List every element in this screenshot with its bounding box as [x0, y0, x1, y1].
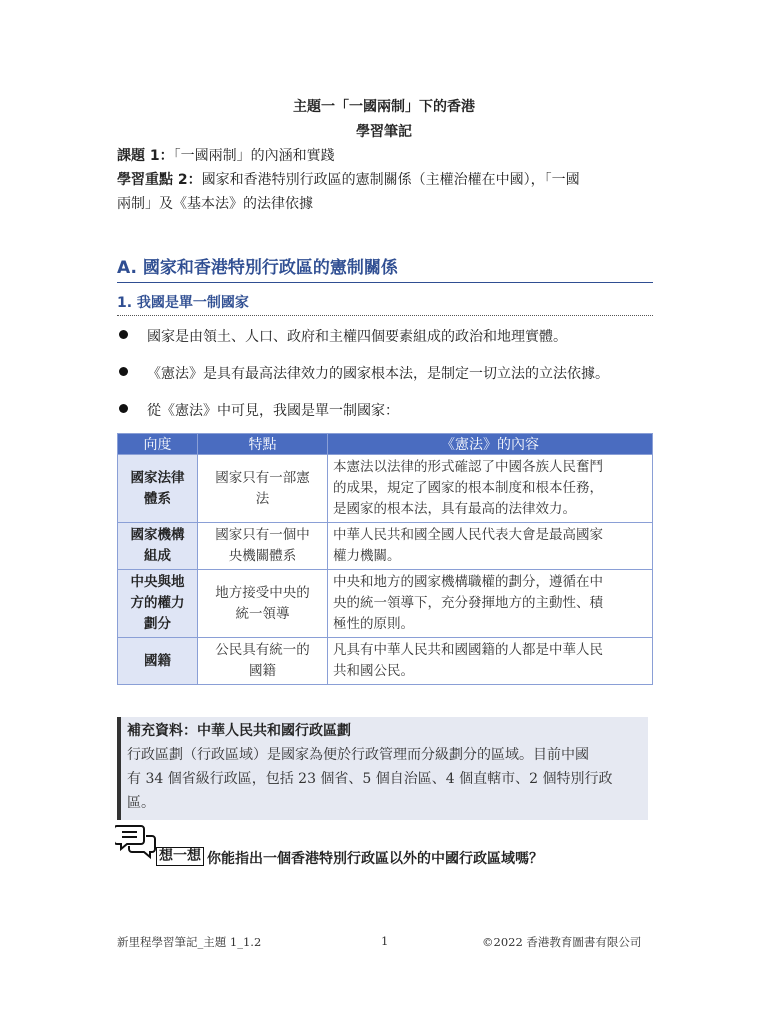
cell-line: 中央與地 [130, 574, 185, 590]
content-cell [328, 523, 653, 570]
cell-line: 公民具有統一的 [215, 642, 310, 658]
feature-cell [198, 455, 328, 523]
speech-bubbles-icon [115, 822, 157, 864]
supplementary-line: 有 34 個省級行政區，包括 23 個省、5 個自治區、4 個直轄市、2 個特別行政 [127, 771, 613, 787]
content-cell [328, 570, 653, 638]
cell-line: 共和國公民。 [333, 663, 414, 679]
cell-line: 是國家的根本法，具有最高的法律效力。 [333, 501, 576, 517]
bullet-dot-icon [119, 330, 128, 339]
aspect-cell [118, 570, 198, 638]
content-cell [328, 638, 653, 685]
column-header-aspect: 向度 [118, 434, 198, 455]
bullet-text: 從《憲法》中可見，我國是單一制國家： [147, 403, 399, 419]
column-header-feature: 特點 [198, 434, 328, 455]
cell-line: 地方接受中央的 [215, 584, 310, 601]
supplementary-heading: 補充資料：中華人民共和國行政區劃 [127, 723, 351, 739]
focus-text-line1: 國家和香港特別行政區的憲制關係（主權治權在中國），「一國 [201, 172, 580, 188]
bullet-dot-icon [119, 367, 128, 376]
cell-line: 中央和地方的國家機構職權的劃分，遵循在中 [333, 574, 603, 590]
feature-cell [198, 570, 328, 638]
cell-line: 本憲法以法律的形式確認了中國各族人民奮鬥 [333, 459, 603, 475]
supplementary-line: 區。 [127, 795, 155, 811]
cell-line: 國籍 [144, 652, 171, 669]
document-subtitle: 學習筆記 [356, 124, 412, 140]
focus-text-line2: 兩制」及《基本法》的法律依據 [117, 196, 313, 212]
cell-line: 法 [255, 490, 270, 507]
feature-cell [198, 638, 328, 685]
cell-line: 中華人民共和國全國人民代表大會是最高國家 [333, 527, 603, 543]
cell-line: 統一領導 [235, 605, 290, 622]
cell-line: 極性的原則。 [333, 616, 414, 632]
unitary-state-table [117, 433, 653, 685]
focus-label: 學習重點 2： [117, 172, 202, 188]
feature-cell [198, 523, 328, 570]
footer-left: 新里程學習筆記_主題 1_1.2 [117, 935, 262, 949]
supplementary-info-box [117, 717, 648, 820]
cell-line: 權力機關。 [333, 548, 401, 564]
focus-line-2 [117, 192, 657, 216]
think-question: 你能指出一個香港特別行政區以外的中國行政區域嗎？ [207, 851, 543, 867]
cell-line: 國家機構 [130, 527, 185, 543]
table-row [118, 638, 653, 685]
cell-line: 劃分 [144, 616, 171, 632]
cell-line: 國籍 [249, 663, 276, 679]
aspect-cell [118, 523, 198, 570]
aspect-cell [118, 638, 198, 685]
table-header-row [118, 434, 653, 455]
table-row [118, 523, 653, 570]
cell-line: 央機關體系 [228, 548, 297, 564]
supplementary-line: 行政區劃（行政區域）是國家為便於行政管理而分級劃分的區域。目前中國 [127, 747, 589, 763]
content-cell [328, 455, 653, 523]
bullet-dot-icon [119, 404, 128, 413]
table-row [118, 570, 653, 638]
think-prompt [115, 822, 675, 867]
topic-label: 課題 1： [117, 148, 174, 164]
cell-line: 國家只有一個中 [215, 527, 310, 543]
topic-line [117, 144, 657, 168]
cell-line: 國家只有一部憲 [215, 469, 310, 486]
section-a-heading: A. 國家和香港特別行政區的憲制關係 [117, 253, 653, 283]
focus-line [117, 168, 657, 192]
aspect-cell [118, 455, 198, 523]
document-title: 主題一「一國兩制」下的香港 [293, 99, 475, 115]
cell-line: 的成果，規定了國家的根本制度和根本任務， [333, 480, 603, 496]
bullet-text: 《憲法》是具有最高法律效力的國家根本法，是制定一切立法的立法依據。 [147, 366, 609, 382]
cell-line: 組成 [144, 548, 171, 564]
footer-copyright: ©2022 香港教育圖書有限公司 [482, 935, 642, 949]
column-header-content: 《憲法》的內容 [328, 434, 653, 455]
table-row [118, 455, 653, 523]
page-number: 1 [381, 934, 389, 948]
bullet-text: 國家是由領土、人口、政府和主權四個要素組成的政治和地理實體。 [147, 329, 567, 345]
cell-line: 凡具有中華人民共和國國籍的人都是中華人民 [333, 642, 603, 658]
section-1-heading: 1. 我國是單一制國家 [117, 292, 653, 316]
topic-text: 「一國兩制」的內涵和實踐 [173, 148, 335, 164]
cell-line: 國家法律 [130, 469, 185, 486]
cell-line: 方的權力 [130, 595, 185, 611]
think-tag: 想一想 [156, 847, 204, 866]
cell-line: 體系 [144, 490, 171, 507]
cell-line: 央的統一領導下，充分發揮地方的主動性、積 [333, 595, 603, 611]
